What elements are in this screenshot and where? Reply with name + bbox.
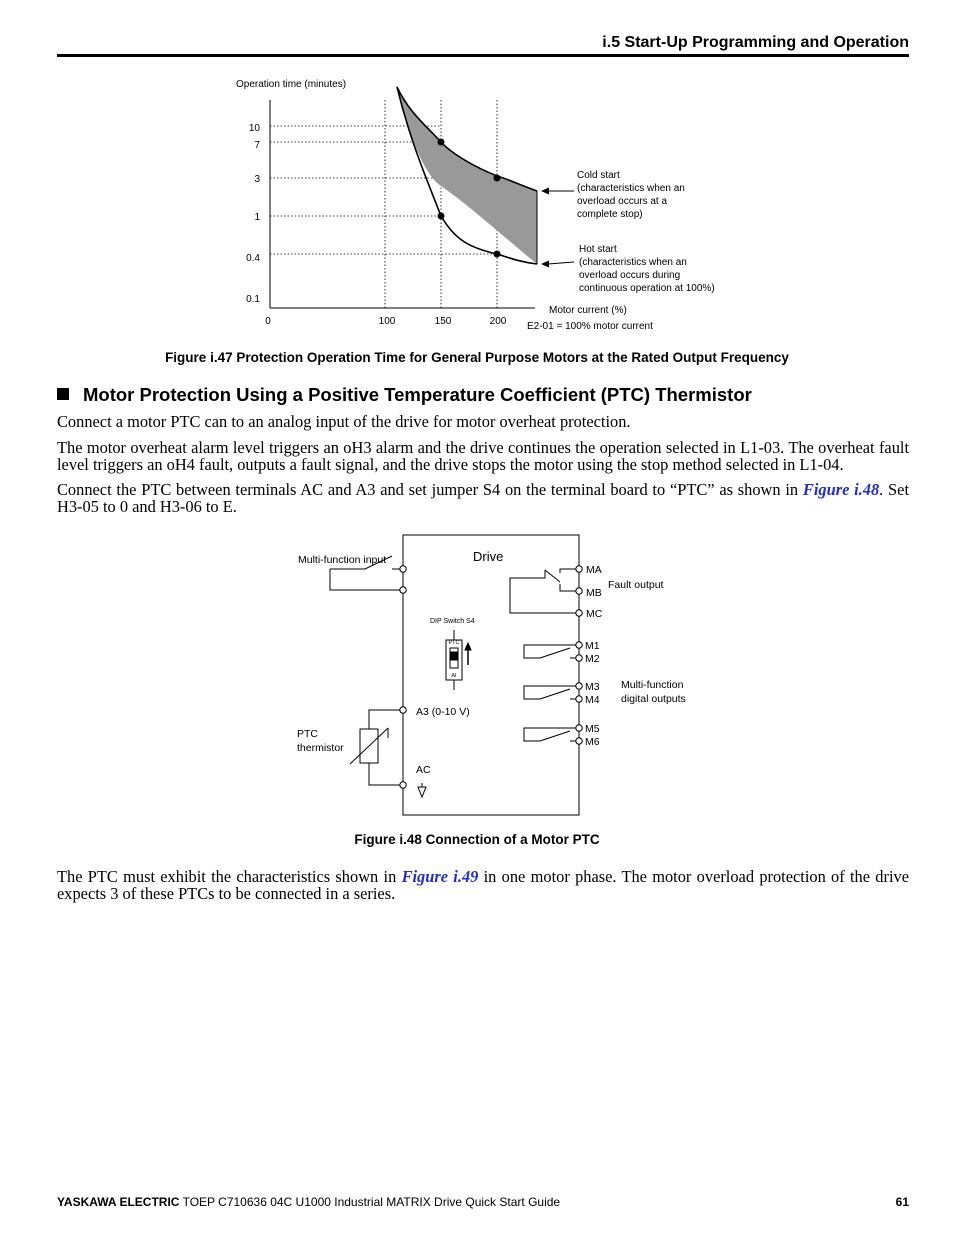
terminal-mb-label: MB	[586, 587, 602, 599]
cold-start-label-4: complete stop)	[577, 209, 643, 220]
y-tick-3: 3	[254, 174, 260, 185]
ptc-label-2: thermistor	[297, 742, 344, 754]
page-header-title: i.5 Start-Up Programming and Operation	[602, 34, 909, 51]
m5-terminal	[576, 725, 582, 731]
footer-doc-title: TOEP C710636 04C U1000 Industrial MATRIX Drive Quick Start Guide	[179, 1195, 561, 1209]
mfi-terminal-1	[400, 566, 406, 572]
figure-i48-caption: Figure i.48 Connection of a Motor PTC	[354, 832, 600, 847]
y-tick-10: 10	[248, 123, 260, 134]
hot-start-arrow	[548, 262, 574, 264]
terminal-m4-label: M4	[585, 694, 600, 706]
cold-start-label-2: (characteristics when an	[577, 183, 685, 194]
hot-start-label-1: Hot start	[579, 244, 617, 255]
m5-m6-contact	[540, 731, 570, 741]
cold-start-arrowhead	[541, 188, 549, 195]
dip-ptc-label: PTC	[448, 640, 460, 646]
m1-terminal	[576, 642, 582, 648]
chart-x-axis-label: Motor current (%)	[549, 305, 627, 316]
page-number: 61	[895, 1195, 909, 1209]
mfi-terminal-2	[400, 587, 406, 593]
protection-time-chart	[0, 0, 954, 340]
y-tick-7: 7	[254, 140, 260, 151]
hot-start-label-4: continuous operation at 100%)	[579, 283, 715, 294]
m2-terminal	[576, 655, 582, 661]
dip-switch-label: DIP Switch S4	[430, 618, 475, 625]
x-tick-200: 200	[489, 316, 507, 327]
paragraph-4-text-b: in one motor phase. The motor overload protection of the drive expects 3 of these PTCs to be connected in a series.	[57, 867, 909, 903]
section-bullet-icon	[57, 388, 69, 400]
x-tick-0: 0	[265, 316, 271, 327]
paragraph-3-text-a: Connect the PTC between terminals AC and A3 and set jumper S4 on the terminal board to “PTC” as shown in	[57, 480, 803, 499]
ptc-wire-bottom	[369, 763, 403, 785]
m3-m4-wire	[524, 686, 579, 699]
cold-start-label-3: overload occurs at a	[577, 196, 668, 207]
m3-m4-contact	[540, 689, 570, 699]
paragraph-1: Connect a motor PTC can to an analog input of the drive for motor overheat protection.	[57, 412, 631, 431]
terminal-m1-label: M1	[585, 640, 600, 652]
x-tick-150: 150	[434, 316, 452, 327]
cold-start-label-1: Cold start	[577, 170, 620, 181]
ac-terminal	[400, 782, 406, 788]
x-tick-100: 100	[378, 316, 396, 327]
y-tick-1: 1	[254, 212, 260, 223]
fault-contact	[545, 570, 560, 582]
terminal-m3-label: M3	[585, 681, 600, 693]
dip-ai-label: AI	[451, 673, 457, 679]
multi-function-input-label: Multi-function input	[298, 554, 387, 566]
paragraph-3	[57, 481, 909, 515]
paragraph-4-text-a: The PTC must exhibit the characteristics shown in	[57, 867, 402, 886]
figure-i48-link[interactable]: Figure i.48	[802, 480, 880, 499]
m1-m2-wire	[524, 645, 579, 658]
ptc-label-1: PTC	[297, 728, 318, 740]
y-tick-0.1: 0.1	[246, 294, 260, 305]
a3-label: A3 (0-10 V)	[416, 706, 470, 718]
mb-terminal	[576, 588, 582, 594]
ptc-thermistor-slash	[350, 728, 388, 764]
y-tick-0.4: 0.4	[246, 253, 260, 264]
paragraph-4	[57, 868, 909, 902]
mfi-wire	[330, 569, 403, 590]
ground-icon	[418, 787, 426, 797]
terminal-m6-label: M6	[585, 736, 600, 748]
ac-label: AC	[416, 764, 431, 776]
hot-point-150	[438, 213, 445, 220]
mc-terminal	[576, 610, 582, 616]
digital-outputs-label-2: digital outputs	[621, 693, 686, 705]
paragraph-2: The motor overheat alarm level triggers an oH3 alarm and the drive continues the operation selected in L1-03. The overheat fault level triggers an oH4 fault, outputs a fault signal, and the drive stops the motor using the stop method selected in L1-04.	[57, 438, 909, 474]
ptc-wire-top	[369, 710, 403, 729]
page-footer	[57, 1195, 909, 1209]
m5-m6-wire	[524, 728, 579, 741]
section-title-text: Motor Protection Using a Positive Temperature Coefficient (PTC) Thermistor	[83, 384, 752, 405]
cold-point-200	[494, 175, 501, 182]
m6-terminal	[576, 738, 582, 744]
a3-terminal	[400, 707, 406, 713]
terminal-m2-label: M2	[585, 653, 600, 665]
terminal-ma-label: MA	[586, 564, 602, 576]
dip-arrowhead	[465, 643, 471, 650]
m4-terminal	[576, 696, 582, 702]
digital-outputs-label-1: Multi-function	[621, 679, 684, 691]
chart-x-note: E2-01 = 100% motor current	[527, 321, 653, 332]
terminal-mc-label: MC	[586, 608, 603, 620]
terminal-m5-label: M5	[585, 723, 600, 735]
ptc-connection-diagram	[0, 525, 954, 825]
footer-brand: YASKAWA ELECTRIC	[57, 1195, 180, 1209]
m1-m2-contact	[540, 648, 570, 658]
figure-i49-link[interactable]: Figure i.49	[401, 867, 479, 886]
hot-start-arrowhead	[541, 261, 549, 268]
paragraph-3-text-b: . Set H3-05 to 0 and H3-06 to E.	[57, 480, 909, 516]
hot-start-label-3: overload occurs during	[579, 270, 681, 281]
m3-terminal	[576, 683, 582, 689]
cold-point-150	[438, 139, 445, 146]
section-title	[57, 384, 752, 406]
chart-y-axis-label: Operation time (minutes)	[236, 79, 347, 90]
ma-terminal	[576, 566, 582, 572]
hot-point-200	[494, 251, 501, 258]
fault-output-label: Fault output	[608, 579, 664, 591]
figure-i47-caption: Figure i.47 Protection Operation Time for General Purpose Motors at the Rated Output Frequency	[165, 350, 789, 365]
drive-label: Drive	[473, 549, 504, 564]
dip-switch-lever	[451, 652, 457, 660]
operation-range-area	[397, 87, 537, 264]
hot-start-label-2: (characteristics when an	[579, 257, 687, 268]
